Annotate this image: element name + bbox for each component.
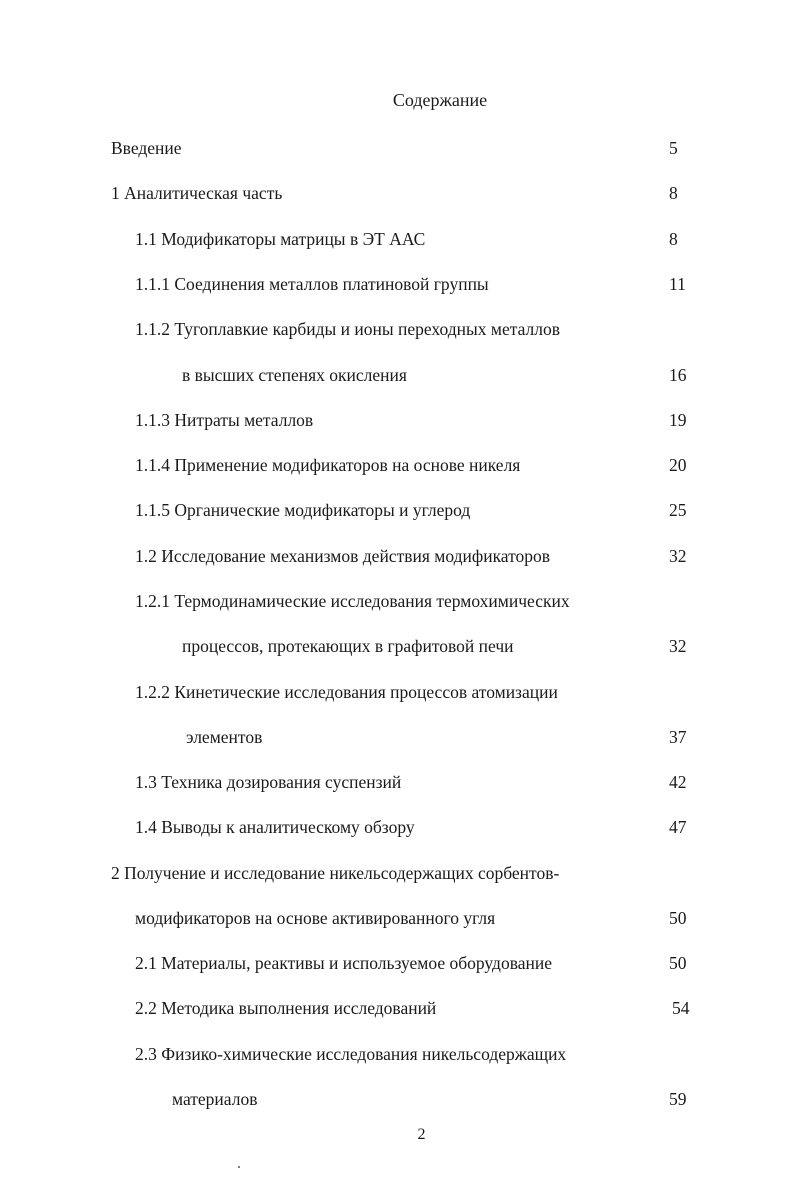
toc-entry-text: элементов: [186, 727, 263, 747]
toc-entry-page: 20: [669, 455, 687, 475]
toc-entry-text: в высших степенях окисления: [182, 365, 407, 385]
toc-entry-text: модификаторов на основе активированного угля: [135, 908, 496, 928]
toc-entry-text: Введение: [111, 138, 182, 158]
toc-entry-page: 25: [669, 500, 687, 520]
toc-entry-page: 32: [669, 546, 687, 566]
toc-entry-page: 5: [669, 138, 678, 158]
toc-entry-page: 37: [669, 727, 687, 747]
toc-entry-page: 32: [669, 636, 687, 656]
toc-entry-page: 8: [669, 183, 678, 203]
toc-entry-text: 1.3 Техника дозирования суспензий: [135, 772, 402, 792]
toc-entry-text: 2 Получение и исследование никельсодержащих сорбентов-: [111, 863, 560, 883]
toc-entry-text: 1.1.5 Органические модификаторы и углерод: [135, 500, 471, 520]
page-number: 2: [417, 1126, 426, 1143]
toc-entry-page: 59: [669, 1089, 687, 1109]
toc-entry-page: 54: [672, 998, 690, 1018]
toc-entry-page: 47: [669, 817, 687, 837]
toc-entry-text: процессов, протекающих в графитовой печи: [182, 636, 514, 656]
toc-entry-text: 1.1.1 Соединения металлов платиновой группы: [135, 274, 489, 294]
toc-title: Содержание: [392, 90, 488, 110]
toc-entry-page: 11: [669, 274, 686, 294]
toc-entry-text: 1.1.4 Применение модификаторов на основе никеля: [135, 455, 521, 475]
toc-entry-page: 8: [669, 229, 678, 249]
toc-entry-text: 1.1 Модификаторы матрицы в ЭТ ААС: [135, 229, 426, 249]
toc-entry-text: 1 Аналитическая часть: [111, 183, 283, 203]
toc-entry-page: 19: [669, 410, 687, 430]
toc-entry-text: 2.2 Методика выполнения исследований: [135, 998, 437, 1018]
toc-entry-text: 1.1.2 Тугоплавкие карбиды и ионы переходных металлов: [135, 319, 560, 339]
toc-entry-text: 2.3 Физико-химические исследования никельсодержащих: [135, 1044, 567, 1064]
scan-speck: [238, 1166, 240, 1168]
toc-entry-text: 2.1 Материалы, реактивы и используемое оборудование: [135, 953, 553, 973]
toc-entry-text: 1.2 Исследование механизмов действия модификаторов: [135, 546, 551, 566]
toc-entry-text: 1.2.1 Термодинамические исследования термохимических: [135, 591, 570, 611]
toc-entry-page: 16: [669, 365, 687, 385]
toc-entry-text: 1.2.2 Кинетические исследования процессов атомизации: [135, 682, 558, 702]
toc-entry-text: 1.1.3 Нитраты металлов: [135, 410, 314, 430]
toc-entry-page: 50: [669, 908, 687, 928]
toc-entry-text: 1.4 Выводы к аналитическому обзору: [135, 817, 415, 837]
toc-entry-text: материалов: [172, 1089, 258, 1109]
toc-entry-page: 42: [669, 772, 687, 792]
toc-entry-page: 50: [669, 953, 687, 973]
